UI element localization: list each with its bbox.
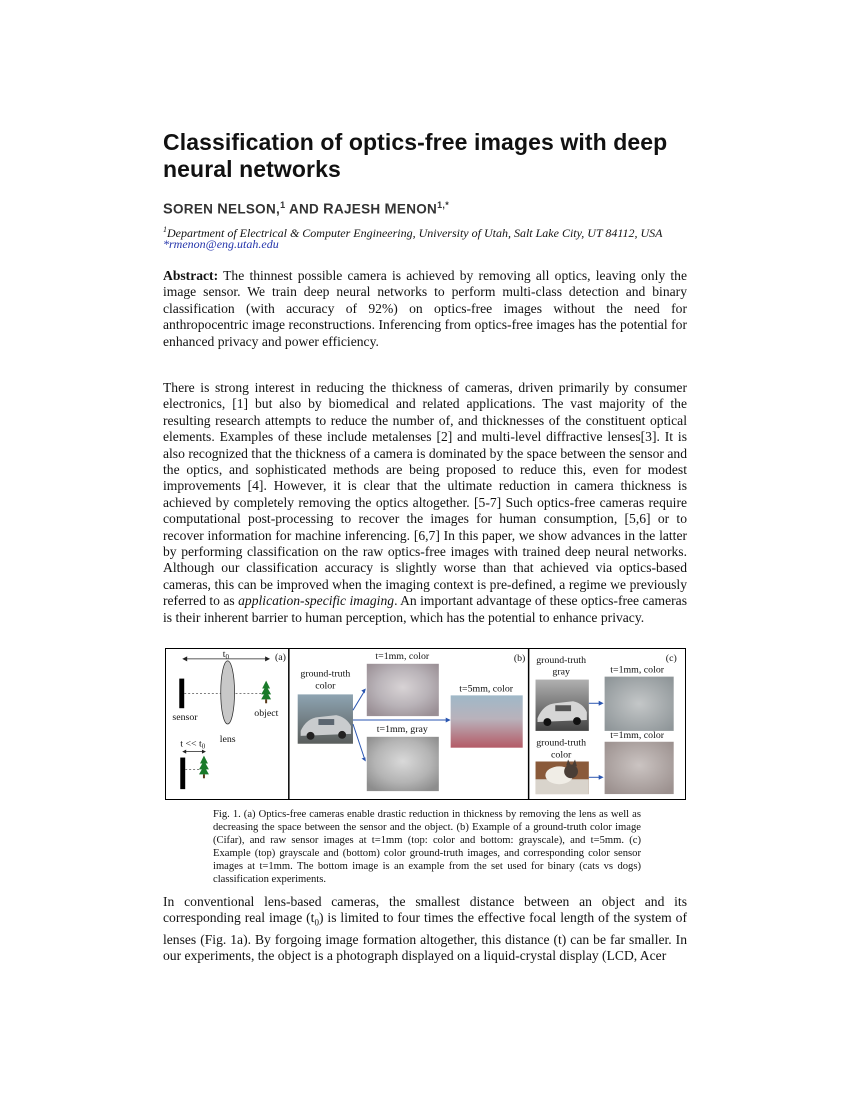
author-1-first-initial: S — [163, 201, 173, 218]
author-2-last-rest: ENON — [396, 201, 438, 217]
t-arrow-left-head — [182, 750, 186, 754]
lens-ellipse — [221, 661, 235, 724]
b-sensor-color-1mm — [367, 664, 439, 716]
b-sensor-gray-1mm — [367, 737, 439, 791]
b-sensor-color-5mm — [451, 695, 523, 747]
author-1-last-initial: N — [217, 201, 229, 218]
tree-object-close-icon — [199, 756, 209, 779]
c-top-label: t=1mm, color — [610, 664, 665, 676]
c-gt-color-label-1: ground-truth — [536, 737, 587, 749]
body-2-text-2: ) is limited to four times the effective focal length of the system of lenses (Fig. 1a). By forgoing image formation altogether, this distance (t) can be far smaller. In our experiments, the object is a photograph displayed on a liquid-crystal display (LCD, Acer — [163, 910, 687, 963]
b-mid-label: t=1mm, gray — [376, 723, 428, 735]
author-1-first-rest: OREN — [172, 201, 218, 217]
sensor-label: sensor — [172, 712, 198, 724]
b-gt-color-label-2: color — [315, 680, 336, 692]
c-arrow-bottom-head — [599, 775, 604, 780]
b-top-label: t=1mm, color — [375, 650, 430, 662]
object-label: object — [254, 708, 279, 720]
b-gt-color-label-1: ground-truth — [300, 668, 351, 680]
author-2-first-initial: R — [323, 201, 334, 218]
panel-a-label: (a) — [275, 651, 286, 663]
abstract — [163, 268, 687, 350]
paper-title: Classification of optics-free images with deep neural networks — [163, 129, 668, 182]
author-2-first-rest: AJESH — [333, 201, 385, 217]
author-2-last-initial: M — [384, 201, 397, 218]
c-gt-cat-color-image — [536, 760, 589, 795]
body-2-sub: 0 — [314, 918, 319, 929]
sensor-bar-close — [180, 758, 185, 790]
panel-c-label: (c) — [665, 652, 677, 664]
abstract-text: The thinnest possible camera is achieved by removing all optics, leaving only the image sensor. We train deep neural networks to perform multi-class detection and binary classification (with accuracy of 92%) on optics-free images without the need for anthropocentric image reconstructions. Inferencing from optics-free images has the potential for enhanced privacy and power efficiency. — [163, 268, 687, 349]
c-arrow-top-head — [599, 701, 604, 706]
intro-text-1: There is strong interest in reducing the thickness of cameras, driven primarily by consumer electronics, [1] but also by biomedical and related applications. The vast majority of the resulting research attempts to reduce the number of, and thicknesses of the constituent optical elements. Examples of these include metalenses [2] and multi-level diffractive lenses[3]. It is also recognized that the thickness of a camera is dominated by the space between the sensor and the optics, and sophisticated methods are being proposed to reduce this, even for modest improvements [4]. However, it is clear that the ultimate reduction in camera thickness is achieved by completely removing the optics altogether. [5-7] Such optics-free cameras require computational post-processing to recover the images for human consumption, [5,6] or to recover information for machine inferencing. [6,7] In this paper, we show advances in the latter by performing classification on the raw optics-free images with trained deep neural networks. Although our classification accuracy is slightly worse than that achieved via optics-based cameras, this can be improved when the imaging context is pre-defined, a regime we previously referred to as — [163, 380, 687, 609]
c-sensor-gray-1mm — [605, 677, 674, 731]
t0-label-main: t — [222, 649, 226, 660]
b-arrow-bottom — [353, 724, 365, 760]
c-gt-color-label-2: color — [551, 749, 572, 761]
intro-text-2: . An important advantage of these optics-free cameras is their inherent barrier to human perception, which has the potential to enhance privacy. — [163, 593, 687, 625]
t-much-less-label-sub: 0 — [201, 743, 206, 751]
b-arrow-bottom-head — [362, 757, 366, 761]
c-gt-car-gray-image — [536, 680, 589, 731]
t-much-less-label — [180, 739, 206, 751]
b-arrow-right-head — [446, 718, 451, 723]
t0-label-sub: 0 — [225, 653, 229, 661]
figure-1-caption: Fig. 1. (a) Optics-free cameras enable drastic reduction in thickness by removing the lens as well as decreasing the space between the sensor and the object. (b) Example of a ground-truth color image (Cifar), and raw sensor images at t=1mm (top: color and bottom: grayscale), and t=5mm. (c) Example (top) grayscale and (bottom) color ground-truth images, and corresponding color sensor images at t=1mm. The bottom image is an example from the set used for binary (cats vs dogs) classification experiments. — [213, 809, 641, 886]
figure-1-graphic — [166, 649, 685, 799]
intro-paragraph — [163, 380, 687, 626]
panel-b-label: (b) — [513, 652, 526, 664]
b-right-label: t=5mm, color — [459, 683, 514, 695]
affiliation-text: Department of Electrical & Computer Engineering, University of Utah, Salt Lake City, UT 84112, USA — [167, 226, 663, 240]
author-1-affil-sup: 1 — [280, 200, 286, 210]
c-sensor-color-1mm — [605, 742, 674, 794]
b-arrow-top — [353, 690, 365, 710]
gt-car-color-image — [298, 694, 353, 743]
author-conjunction: AND — [285, 201, 324, 217]
tree-object-icon — [261, 681, 271, 704]
author-2-affil-sup: 1,* — [437, 200, 450, 210]
body-2-text-1: In conventional lens-based cameras, the smallest distance between an object and its corresponding real image (t — [163, 894, 687, 926]
corresponding-email-link[interactable]: *rmenon@eng.utah.edu — [163, 237, 279, 251]
author-list — [163, 200, 449, 218]
sensor-bar — [179, 679, 184, 709]
lens-label: lens — [219, 733, 236, 745]
c-gt-gray-label-1: ground-truth — [536, 654, 587, 666]
t0-arrow-left-head — [182, 656, 187, 661]
t0-arrow-right-head — [265, 656, 270, 661]
affiliation-sup: 1 — [163, 225, 167, 234]
intro-emphasis: application-specific imaging — [238, 593, 395, 609]
c-gt-gray-label-2: gray — [552, 666, 570, 678]
abstract-label: Abstract: — [163, 268, 219, 283]
figure-1 — [165, 648, 686, 800]
author-1-last-rest: ELSON, — [228, 201, 281, 217]
t-much-less-label-main: t << t — [180, 738, 202, 750]
body-paragraph-2 — [163, 894, 687, 964]
c-bottom-label: t=1mm, color — [610, 729, 665, 741]
